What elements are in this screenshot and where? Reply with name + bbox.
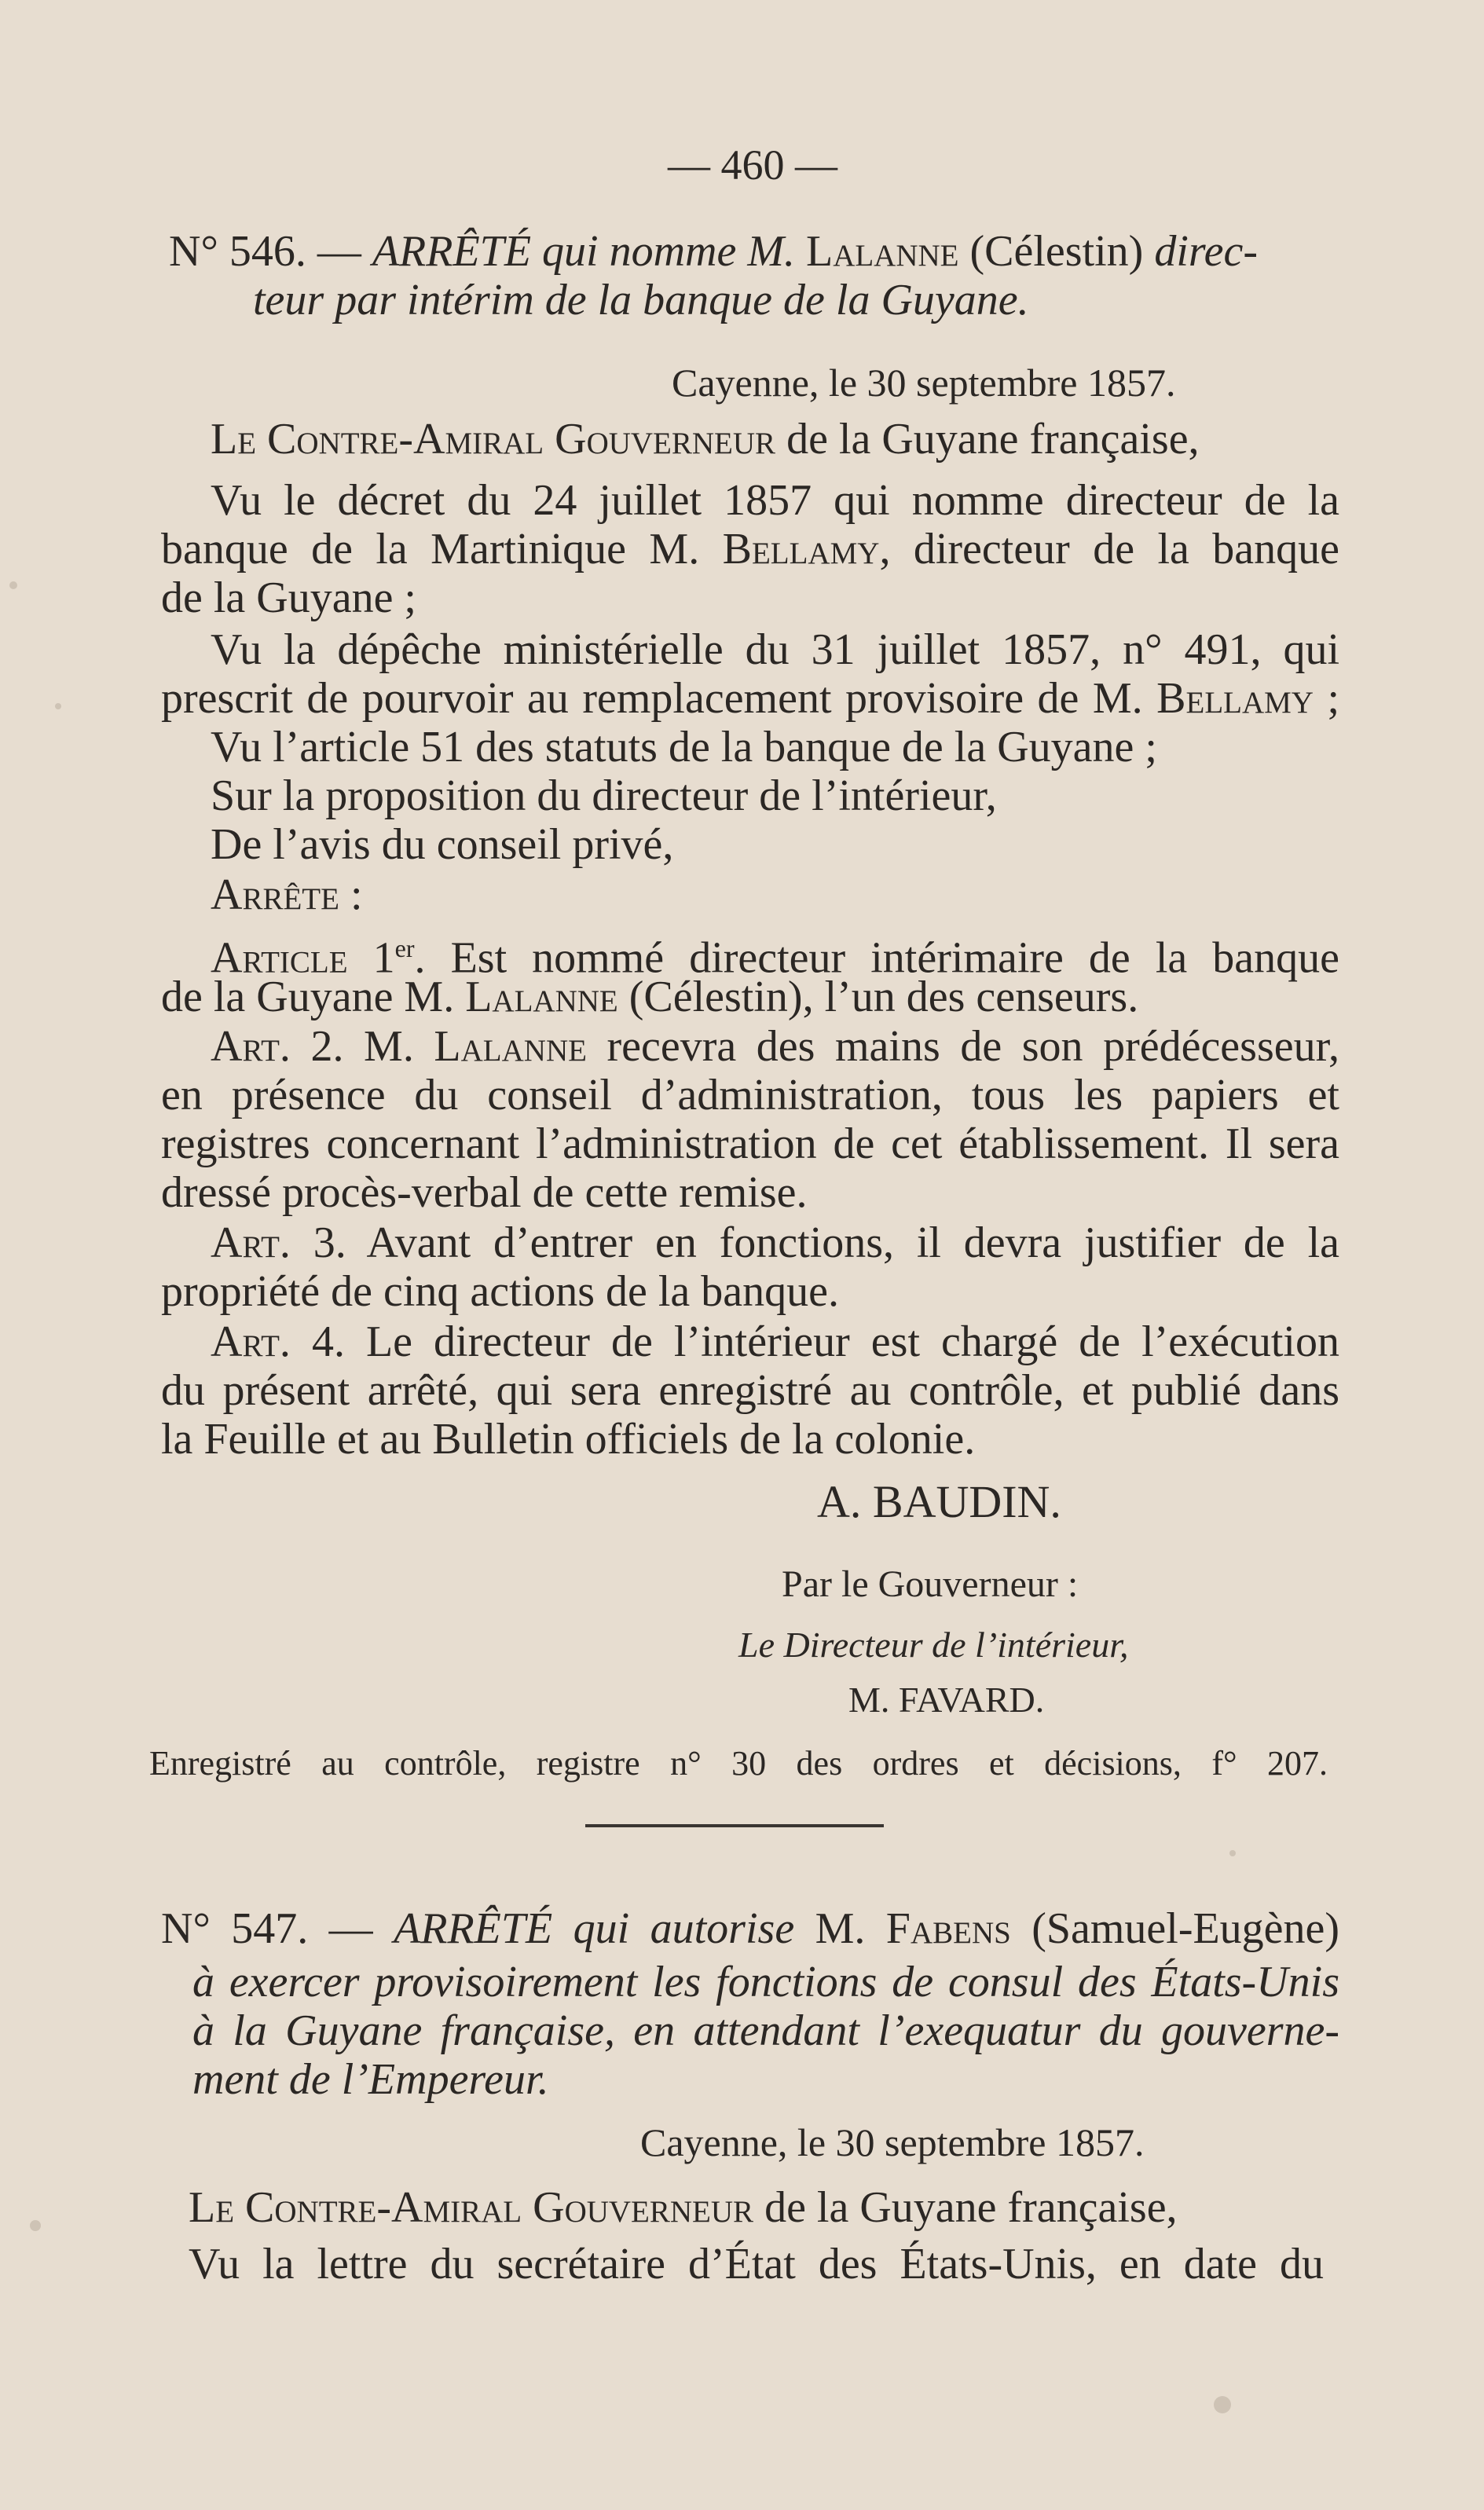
text: de la Guyane française,	[753, 2183, 1178, 2232]
sc-text: Article	[211, 933, 348, 983]
text: . Est nommé directeur intérimaire de la banque	[414, 933, 1340, 983]
body-line: la Feuille et au Bulletin officiels de la colonie.	[161, 1415, 976, 1464]
signature: A. BAUDIN.	[817, 1476, 1061, 1527]
sc-text: Le Contre-Amiral Gouverneur	[189, 2183, 754, 2232]
text: 4. Le directeur de l’intérieur est chargé de l’exécution	[290, 1317, 1339, 1366]
title-dash: —	[317, 227, 361, 276]
body-line	[161, 972, 1138, 1022]
superscript: er	[394, 934, 415, 962]
decree-title-line: ment de l’Empereur.	[192, 2055, 549, 2104]
sc-text: Art.	[211, 1218, 291, 1267]
body-line: Vu la lettre du secrétaire d’État des États-Unis, en date du	[189, 2240, 1324, 2288]
body-line: de la Guyane ;	[161, 573, 416, 622]
decree-number: N° 547.	[161, 1904, 309, 1953]
page-number: — 460 —	[668, 141, 837, 189]
text: de la Guyane française,	[775, 415, 1200, 464]
body-line	[189, 2182, 1178, 2233]
sc-text: Le Contre-Amiral Gouverneur	[211, 415, 776, 464]
body-line: dressé procès-verbal de cette remise.	[161, 1168, 808, 1217]
text: prescrit de pourvoir au remplacement provisoire de M.	[161, 674, 1157, 723]
place-date: Cayenne, le 30 septembre 1857.	[640, 2120, 1145, 2164]
decree-title-line: teur par intérim de la banque de la Guyane.	[253, 276, 1029, 324]
title-word: qui autorise	[573, 1904, 795, 1953]
text: , directeur de la banque	[879, 525, 1339, 573]
body-line: registres concernant l’administration de cet établissement. Il sera	[161, 1119, 1339, 1168]
person-name: Lalanne	[465, 973, 618, 1021]
decree-title-line: à la Guyane française, en attendant l’exequatur du gouverne-	[192, 2006, 1339, 2055]
body-line: Sur la proposition du directeur de l’intérieur,	[211, 771, 997, 820]
text: 3. Avant d’entrer en fonctions, il devra justifier de la	[290, 1218, 1339, 1267]
body-line	[211, 1317, 1339, 1367]
signature-favard: M. FAVARD.	[848, 1680, 1045, 1720]
sc-text: Art.	[211, 1317, 291, 1366]
text: recevra des mains de son prédécesseur,	[586, 1022, 1340, 1071]
body-line	[211, 414, 1200, 464]
sc-text: Art.	[211, 1022, 291, 1071]
par-le-gouverneur: Par le Gouverneur :	[782, 1563, 1079, 1605]
body-line	[211, 870, 363, 920]
body-line	[211, 1218, 1339, 1268]
decree-title-line	[169, 226, 1347, 277]
text: (Célestin), l’un des censeurs.	[617, 973, 1139, 1021]
text: de la Guyane M.	[161, 973, 466, 1021]
person-name: Fabens	[885, 1904, 1011, 1953]
paper-speck	[55, 703, 61, 709]
title-word: M.	[747, 227, 795, 276]
paper-speck	[30, 2220, 41, 2231]
body-line: en présence du conseil d’administration, tous les papiers et	[161, 1071, 1339, 1119]
person-name: Lalanne	[434, 1022, 587, 1071]
paper-speck	[1229, 1850, 1236, 1856]
title-word: direc-	[1154, 227, 1258, 276]
body-line: Vu le décret du 24 juillet 1857 qui nomme directeur de la	[211, 476, 1339, 525]
text: ;	[1313, 674, 1339, 723]
text: 1	[347, 933, 395, 983]
paper-speck	[9, 581, 17, 589]
directeur-interieur: Le Directeur de l’intérieur,	[738, 1625, 1129, 1665]
body-line: De l’avis du conseil privé,	[211, 820, 674, 869]
body-line: Vu la dépêche ministérielle du 31 juillet 1857, n° 491, qui	[211, 625, 1339, 674]
person-name: Bellamy	[722, 525, 880, 573]
text: banque de la Martinique M.	[161, 525, 723, 573]
title-word: (Samuel-Eugène)	[1031, 1904, 1340, 1953]
title-word: ARRÊTÉ	[372, 227, 532, 276]
section-divider	[585, 1824, 884, 1827]
text: 2. M.	[290, 1022, 434, 1071]
registration-note: Enregistré au contrôle, registre n° 30 des ordres et décisions, f° 207.	[149, 1744, 1328, 1783]
body-line	[161, 673, 1339, 724]
title-word: ARRÊTÉ	[394, 1904, 553, 1953]
sc-text: Arrête	[211, 870, 339, 919]
body-line: Vu l’article 51 des statuts de la banque de la Guyane ;	[211, 723, 1157, 771]
title-word: M.	[815, 1904, 866, 1953]
title-word: qui nomme	[542, 227, 737, 276]
person-name: Lalanne	[805, 227, 959, 276]
title-word: (Célestin)	[969, 227, 1144, 276]
decree-title-line	[161, 1904, 1339, 1954]
body-line	[211, 1021, 1339, 1072]
decree-title-line: à exercer provisoirement les fonctions de consul des États-Unis	[192, 1958, 1339, 2006]
body-line	[161, 524, 1339, 574]
place-date: Cayenne, le 30 septembre 1857.	[672, 361, 1176, 405]
text: :	[339, 870, 363, 919]
body-line: du présent arrêté, qui sera enregistré au contrôle, et publié dans	[161, 1366, 1339, 1415]
paper-speck	[1214, 2396, 1231, 2413]
title-dash: —	[328, 1904, 373, 1953]
person-name: Bellamy	[1156, 674, 1314, 723]
body-line: propriété de cinq actions de la banque.	[161, 1267, 839, 1316]
decree-number: N° 546.	[169, 227, 306, 276]
